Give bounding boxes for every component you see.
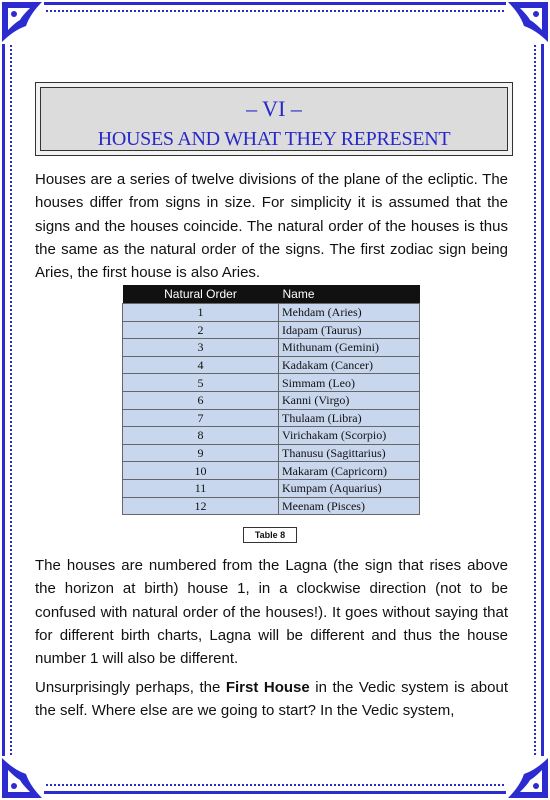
corner-ornament-top-left bbox=[0, 0, 44, 44]
table-row bbox=[123, 462, 420, 480]
table-row bbox=[123, 304, 420, 322]
order-cell: 10 bbox=[123, 462, 279, 480]
corner-ornament-top-right bbox=[506, 0, 550, 44]
name-cell: Meenam (Pisces) bbox=[279, 497, 420, 515]
table-row bbox=[123, 339, 420, 357]
first-house-text-after: in the Vedic system is about the self. Where else are we going to start? In the Vedic system, bbox=[35, 679, 509, 720]
table-row bbox=[123, 356, 420, 374]
name-cell: Kumpam (Aquarius) bbox=[279, 479, 420, 497]
table-row bbox=[123, 409, 420, 427]
header-natural-order: Natural Order bbox=[123, 285, 279, 304]
name-cell: Mithunam (Gemini) bbox=[279, 339, 420, 357]
corner-ornament-bottom-left bbox=[0, 756, 44, 800]
chapter-heading-box bbox=[35, 82, 513, 156]
chapter-title: HOUSES AND WHAT THEY REPRESENT bbox=[97, 128, 451, 150]
table-caption: Table 8 bbox=[243, 527, 297, 543]
table-row bbox=[123, 321, 420, 339]
first-house-paragraph bbox=[35, 676, 508, 723]
table-row bbox=[123, 497, 420, 515]
order-cell: 5 bbox=[123, 374, 279, 392]
order-cell: 8 bbox=[123, 427, 279, 445]
table-row bbox=[123, 479, 420, 497]
order-cell: 1 bbox=[123, 304, 279, 322]
lagna-paragraph: The houses are numbered from the Lagna (the sign that rises above the horizon at birth) house 1, in a clockwise direction (not to be confused with natural order of the houses!). It goes without saying that for different birth charts, Lagna will be different and thus the house number 1 will also be different. bbox=[35, 557, 508, 668]
name-cell: Kanni (Virgo) bbox=[279, 391, 420, 409]
name-cell: Thulaam (Libra) bbox=[279, 409, 420, 427]
table-header-row bbox=[123, 285, 420, 304]
name-cell: Mehdam (Aries) bbox=[279, 304, 420, 322]
table-row bbox=[123, 444, 420, 462]
order-cell: 12 bbox=[123, 497, 279, 515]
first-house-term: First House bbox=[225, 679, 310, 696]
name-cell: Simmam (Leo) bbox=[279, 374, 420, 392]
intro-paragraph: Houses are a series of twelve divisions of the plane of the ecliptic. The houses differ from signs in size. For simplicity it is assumed that the signs and the houses coincide. The natural order of the houses is thus the same as the natural order of the signs. The first zodiac sign being Aries, the first house is also Aries. bbox=[35, 171, 508, 282]
houses-table bbox=[122, 285, 420, 515]
name-cell: Idapam (Taurus) bbox=[279, 321, 420, 339]
name-cell: Makaram (Capricorn) bbox=[279, 462, 420, 480]
chapter-heading-inner bbox=[40, 87, 508, 151]
order-cell: 11 bbox=[123, 479, 279, 497]
order-cell: 3 bbox=[123, 339, 279, 357]
order-cell: 6 bbox=[123, 391, 279, 409]
order-cell: 2 bbox=[123, 321, 279, 339]
order-cell: 7 bbox=[123, 409, 279, 427]
table-row bbox=[123, 391, 420, 409]
corner-ornament-bottom-right bbox=[506, 756, 550, 800]
order-cell: 9 bbox=[123, 444, 279, 462]
table-row bbox=[123, 427, 420, 445]
chapter-number: – VI – bbox=[246, 96, 302, 121]
table-row bbox=[123, 374, 420, 392]
name-cell: Thanusu (Sagittarius) bbox=[279, 444, 420, 462]
first-house-text-before: Unsurprisingly perhaps, the bbox=[35, 679, 226, 696]
name-cell: Kadakam (Cancer) bbox=[279, 356, 420, 374]
name-cell: Virichakam (Scorpio) bbox=[279, 427, 420, 445]
order-cell: 4 bbox=[123, 356, 279, 374]
header-name: Name bbox=[279, 285, 420, 304]
